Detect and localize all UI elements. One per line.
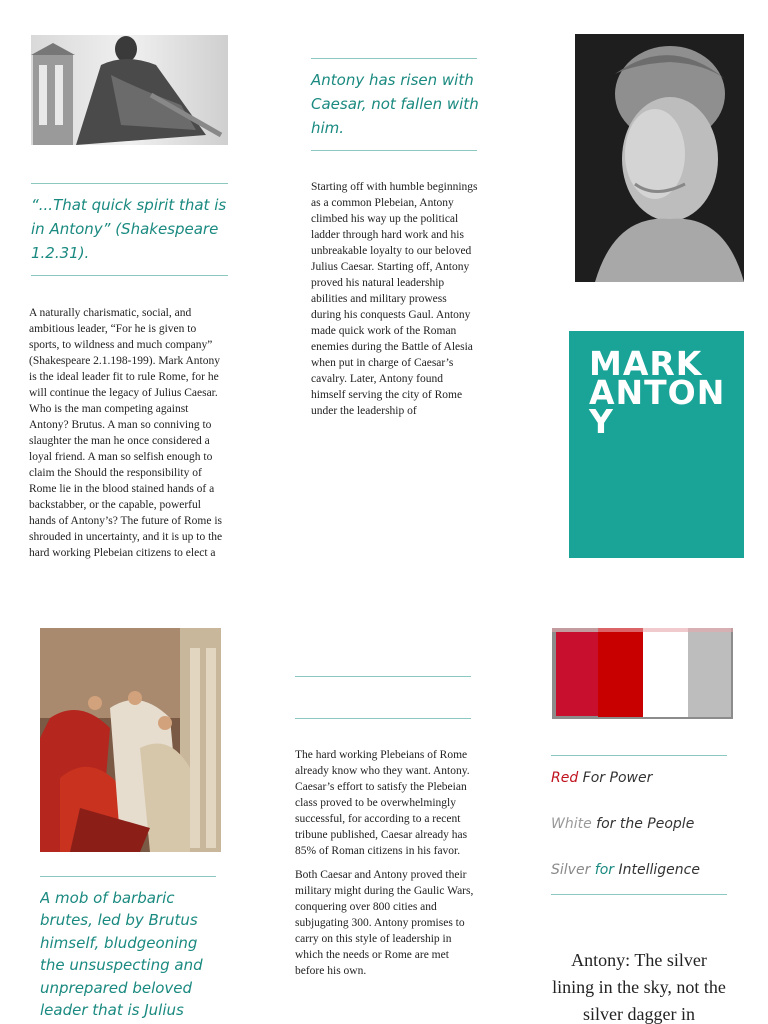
- plebeian-paragraphs: The hard working Plebeians of Rome already know who they want. Antony. Caesar’s effort to satisfy the Plebeian class proved to be overwhelmingly successful, for according to a recent tribune published, Caesar already has 85% of Roman citizens in his favor. Both Caesar and Antony proved their military might during the Gaulic Wars, conquering over 800 cities and subjugating 300. Antony promises to carry on this style of leadership in which the needs or Rome are met before his own.: [295, 749, 474, 977]
- swatch-silver: [688, 628, 731, 717]
- divider: [551, 755, 727, 756]
- swatch-dark-red: [598, 628, 643, 717]
- silver-lining-tagline: Antony: The silver lining in the sky, not the silver dagger in: [552, 950, 726, 1024]
- color-swatches: [552, 628, 733, 719]
- caesar-assassination-painting: [40, 628, 221, 852]
- swatch-white: [643, 628, 688, 717]
- mob-caption-quote: A mob of barbaric brutes, led by Brutus himself, bludgeoning the unsuspecting and unprepared beloved leader that is Julius: [40, 889, 203, 1020]
- legend-silver-intelligence: [551, 862, 700, 878]
- title-block: [569, 331, 744, 558]
- shakespeare-quote: “...That quick spirit that is in Antony” (Shakespeare 1.2.31).: [31, 196, 227, 262]
- divider: [40, 876, 216, 877]
- legend-prefix: Red: [551, 770, 579, 786]
- legend-rest: for the People: [591, 816, 695, 832]
- legend-mid: for: [590, 862, 619, 878]
- intro-paragraph: A naturally charismatic, social, and ambitious leader, “For he is given to sports, to wildness and much company” (Shakespeare 2.1.198-199). Mark Antony is the ideal leader fit to rule Rome, for he will continue the legacy of Julius Caesar. Who is the man competing against Antony? Brutus. A man so conniving to slaughter the man he once considered a loyal friend. A man so selfish enough to claim the Should the responsibility of Rome lie in the blood stained hands of a backstabber, or the capable, powerful hands of Antony’s? The future of Rome is shrouded in uncertainty, and it is up to the hard working Plebeian citizens to elect a: [29, 307, 223, 559]
- divider: [31, 275, 228, 276]
- legend-rest: Intelligence: [618, 862, 700, 878]
- divider: [295, 676, 471, 677]
- antony-statue-photo: [31, 35, 228, 145]
- legend-rest: For Power: [578, 770, 653, 786]
- divider: [295, 718, 471, 719]
- page-title: MARK ANTONY: [589, 344, 726, 441]
- legend-prefix: Silver: [551, 862, 591, 878]
- swatch-red: [556, 632, 598, 716]
- legend-red-power: [551, 770, 652, 786]
- divider: [311, 150, 477, 151]
- career-paragraph: Starting off with humble beginnings as a common Plebeian, Antony climbed his way up the political ladder through hard work and his unbreakable loyalty to our beloved Julius Caesar. Starting off, Antony proved his natural leadership abilities and military prowess during his conquests Gaul. Antony made quick work of the Roman enemies during the Battle of Alesia when put in charge of Caesar’s cavalry. Later, Antony found himself serving the city of Rome under the leadership of: [311, 181, 478, 417]
- antony-bust-photo: [575, 34, 744, 282]
- risen-with-caesar-quote: Antony has risen with Caesar, not fallen with him.: [311, 71, 479, 137]
- legend-prefix: White: [551, 816, 592, 832]
- divider: [551, 894, 727, 895]
- divider: [311, 58, 477, 59]
- legend-white-people: [551, 816, 694, 832]
- swatch-highlight: [552, 628, 733, 632]
- divider: [31, 183, 228, 184]
